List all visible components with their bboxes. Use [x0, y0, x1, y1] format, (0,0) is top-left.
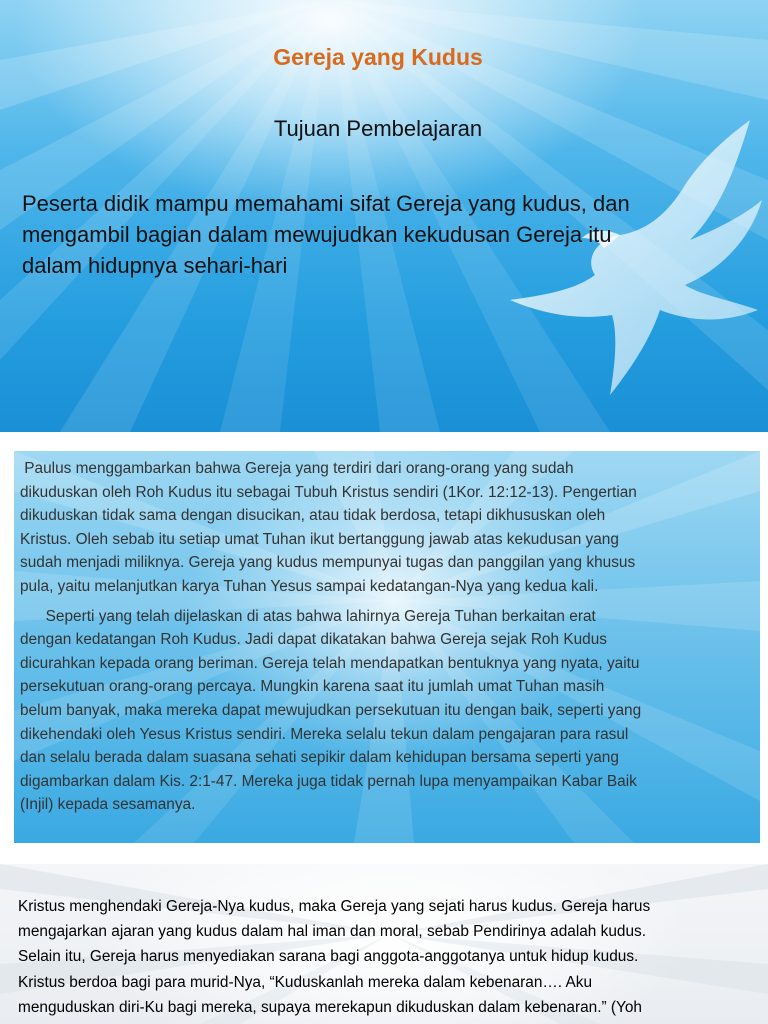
objective-line: dalam hidupnya sehari-hari — [22, 253, 288, 278]
slide-learning-objective — [0, 0, 768, 432]
objective-line: Peserta didik mampu memahami sifat Gereja yang kudus, dan — [22, 191, 630, 216]
paragraph-line: dan selalu berada dalam suasana sehati sepikir dalam kehidupan bersama seperti yang — [20, 749, 619, 767]
paragraph-line: mengajarkan ajaran yang kudus dalam hal iman dan moral, sebab Pendirinya adalah kudus. — [18, 923, 646, 941]
paragraph-line: dikuduskan oleh Roh Kudus itu sebagai Tubuh Kristus sendiri (1Kor. 12:12-13). Pengertian — [20, 483, 637, 501]
slide-holiness — [0, 864, 768, 1024]
slide-subtitle: Tujuan Pembelajaran — [273, 116, 483, 141]
paragraph-line: digambarkan dalam Kis. 2:1-47. Mereka juga tidak pernah lupa menyampaikan Kabar Baik — [20, 772, 637, 790]
paragraph-line: sudah menjadi miliknya. Gereja yang kudus mempunyai tugas dan panggilan yang khusus — [20, 554, 636, 572]
slide-title: Gereja yang Kudus — [273, 44, 483, 70]
paragraph-line: Kristus. Oleh sebab itu setiap umat Tuhan ikut bertanggung jawab atas kekudusan yang — [20, 530, 619, 548]
body-text — [20, 457, 756, 817]
paragraph-line: pula, yaitu melanjutkan karya Tuhan Yesus sampai kedatangan-Nya yang kedua kali. — [20, 577, 599, 595]
paragraph-line: menguduskan diri-Ku bagi mereka, supaya merekapun dikuduskan dalam kebenaran.” (Yoh — [18, 998, 642, 1016]
paragraph-line: Selain itu, Gereja harus menyediakan sarana bagi anggota-anggotanya untuk hidup kudus. — [18, 948, 639, 966]
body-text — [18, 894, 758, 1020]
paragraph-line: dikuduskan tidak sama dengan disucikan, atau tidak berdosa, tetapi dikhususkan oleh — [20, 507, 606, 525]
slide-body-of-christ — [14, 451, 760, 843]
paragraph-line: dikehendaki oleh Yesus Kristus sendiri. Mereka selalu tekun dalam pengajaran para rasul — [20, 725, 629, 743]
paragraph-line: Paulus menggambarkan bahwa Gereja yang terdiri dari orang-orang yang sudah — [20, 460, 574, 477]
paragraph-line: belum banyak, maka mereka dapat mewujudkan persekutuan itu dengan baik, seperti yang — [20, 701, 642, 719]
objective-line: mengambil bagian dalam mewujudkan kekudusan Gereja itu — [22, 222, 612, 247]
paragraph-line: dicurahkan kepada orang beriman. Gereja telah mendapatkan bentuknya yang nyata, yaitu — [20, 654, 640, 672]
paragraph-line: Kristus menghendaki Gereja-Nya kudus, maka Gereja yang sejati harus kudus. Gereja harus — [18, 898, 651, 915]
paragraph-line: dengan kedatangan Roh Kudus. Jadi dapat dikatakan bahwa Gereja sejak Roh Kudus — [20, 631, 607, 649]
paragraph-line: Kristus berdoa bagi para murid-Nya, “Kuduskanlah mereka dalam kebenaran…. Aku — [18, 973, 593, 991]
paragraph-line: persekutuan orang-orang percaya. Mungkin karena saat itu jumlah umat Tuhan masih — [20, 678, 605, 696]
paragraph-line: (Injil) kepada sesamanya. — [20, 796, 196, 814]
objective-text — [22, 188, 742, 281]
paragraph-line: Seperti yang telah dijelaskan di atas bahwa lahirnya Gereja Tuhan berkaitan erat — [20, 607, 596, 625]
